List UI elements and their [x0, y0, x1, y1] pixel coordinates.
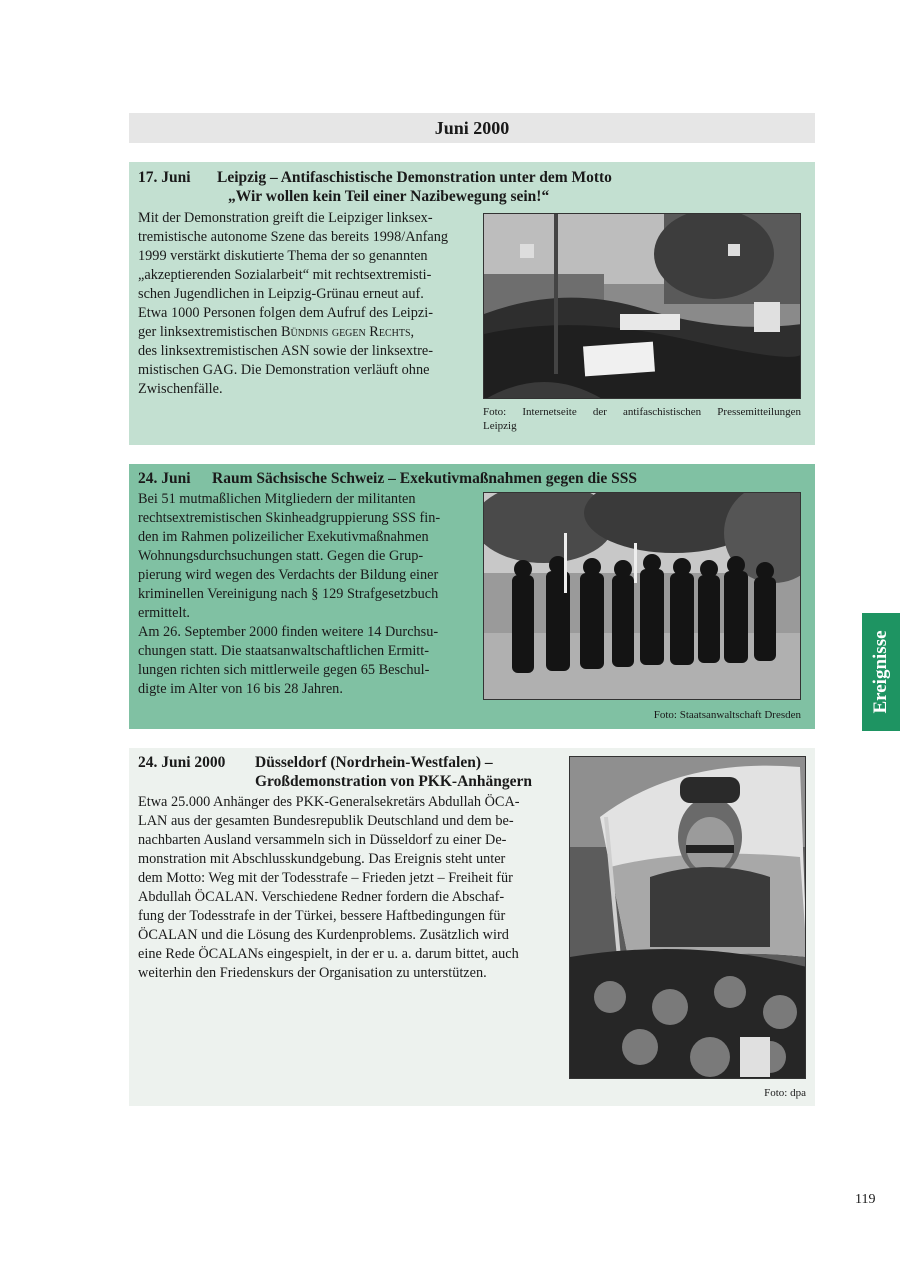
body-line: pierung wird wegen des Verdachts der Bildung einer [138, 567, 439, 583]
body-line: Etwa 1000 Personen folgen dem Aufruf des Leipzi- [138, 305, 433, 321]
body-line-mixed: ger linksextremistischen Bündnis gegen Rechts, [138, 324, 415, 340]
section-tab-label: Ereignisse [870, 630, 891, 714]
event-saechsische-schweiz [129, 464, 815, 729]
photo-caption: Foto: Internetseite der antifaschistischen Pressemitteilungen [483, 406, 801, 418]
body-line: des linksextremistischen ASN sowie der linksextre- [138, 343, 434, 359]
event-title-line1: Leipzig – Antifaschistische Demonstration unter dem Motto [217, 169, 612, 186]
body-line: weiterhin den Friedenskurs der Organisation zu unterstützen. [138, 965, 487, 981]
body-line: ermittelt. [138, 605, 191, 621]
body-line: Abdullah ÖCALAN. Verschiedene Redner fordern die Abschaf- [138, 889, 505, 905]
body-line: Wohnungsdurchsuchungen statt. Gegen die Grup- [138, 548, 424, 564]
body-line: „akzeptierenden Sozialarbeit“ mit rechtsextremisti- [138, 267, 432, 283]
flag-demonstration-photo [569, 756, 806, 1079]
organization-name: Bündnis gegen Rechts [280, 324, 411, 340]
event-body [138, 793, 551, 983]
body-line: tremistische autonome Szene das bereits 1998/Anfang [138, 229, 449, 245]
body-line: eine Rede ÖCALANs eingespielt, in der er u. a. darum bittet, auch [138, 946, 519, 962]
body-line: LAN aus der gesamten Bundesrepublik Deutschland und dem be- [138, 813, 514, 829]
body-line: schen Jugendlichen in Leipzig-Grünau erneut auf. [138, 286, 424, 302]
event-duesseldorf [129, 748, 815, 1106]
event-title: Raum Sächsische Schweiz – Exekutivmaßnahmen gegen die SSS [212, 470, 638, 487]
body-line: kriminellen Vereinigung nach § 129 Strafgesetzbuch [138, 586, 439, 602]
protest-march-photo [483, 213, 801, 399]
body-line: Etwa 25.000 Anhänger des PKK-Generalsekretärs Abdullah ÖCA- [138, 794, 520, 810]
event-date: 24. Juni [138, 470, 191, 487]
body-line: lungen richten sich mittlerweile gegen 65 Beschul- [138, 662, 430, 678]
body-line: rechtsextremistischen Skinheadgruppierung SSS fin- [138, 510, 441, 526]
body-line: ÖCALAN und die Lösung des Kurdenproblems. Zusätzlich wird [138, 927, 509, 943]
body-line: 1999 verstärkt diskutierte Thema der so genannten [138, 248, 428, 264]
event-leipzig [129, 162, 815, 445]
body-line: Bei 51 mutmaßlichen Mitgliedern der militanten [138, 491, 416, 507]
event-title-line2: „Wir wollen kein Teil einer Nazibewegung sein!“ [228, 188, 550, 205]
event-date: 24. Juni 2000 [138, 754, 226, 771]
masked-group-photo [483, 492, 801, 700]
month-header: Juni 2000 [129, 113, 815, 143]
photo-caption: Foto: dpa [764, 1087, 806, 1099]
photo-caption-line2: Leipzig [483, 420, 517, 432]
photo-caption: Foto: Staatsanwaltschaft Dresden [653, 709, 801, 721]
event-title-line2: Großdemonstration von PKK-Anhängern [255, 773, 533, 790]
body-line: nachbarten Ausland versammeln sich in Düsseldorf zu einer De- [138, 832, 507, 848]
body-line: digte im Alter von 16 bis 28 Jahren. [138, 681, 343, 697]
body-line: dem Motto: Weg mit der Todesstrafe – Frieden jetzt – Freiheit für [138, 870, 513, 886]
event-title-line1: Düsseldorf (Nordrhein-Westfalen) – [255, 754, 493, 771]
body-line: monstration mit Abschlusskundgebung. Das Ereignis steht unter [138, 851, 506, 867]
body-line: fung der Todesstrafe in der Türkei, bessere Haftbedingungen für [138, 908, 506, 924]
body-line: mistischen GAG. Die Demonstration verläuft ohne [138, 362, 430, 378]
event-date: 17. Juni [138, 169, 191, 186]
body-line: Zwischenfälle. [138, 381, 223, 397]
body-line: chungen statt. Die staatsanwaltschaftlichen Ermitt- [138, 643, 430, 659]
body-line: den im Rahmen polizeilicher Exekutivmaßnahmen [138, 529, 429, 545]
event-body [138, 490, 465, 699]
body-line: Mit der Demonstration greift die Leipziger linksex- [138, 210, 433, 226]
page-number: 119 [855, 1192, 876, 1207]
section-tab-ereignisse [862, 613, 900, 731]
event-body [138, 209, 465, 399]
body-line: Am 26. September 2000 finden weitere 14 Durchsu- [138, 624, 439, 640]
